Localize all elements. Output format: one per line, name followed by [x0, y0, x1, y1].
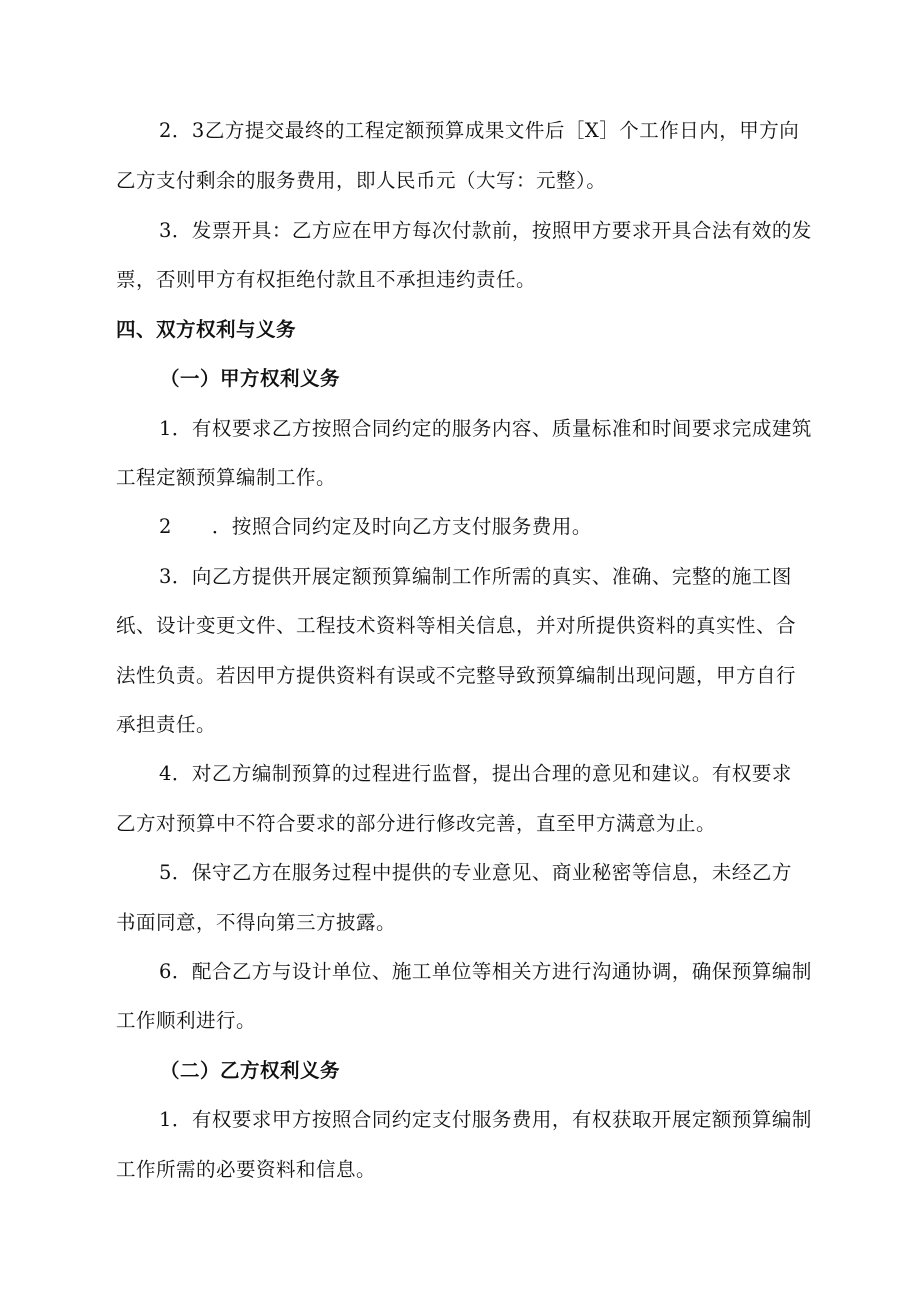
- paragraph-3-line-1: 3．发票开具：乙方应在甲方每次付款前，按照甲方要求开具合法有效的发: [159, 219, 812, 242]
- party-a-item-5-line-1: 5．保守乙方在服务过程中提供的专业意见、商业秘密等信息，未经乙方: [159, 861, 792, 884]
- subsection-heading-party-b: （二）乙方权利义务: [160, 1059, 341, 1082]
- party-a-item-6-line-1: 6．配合乙方与设计单位、施工单位等相关方进行沟通协调，确保预算编制: [159, 960, 812, 983]
- party-a-item-3-line-1: 3．向乙方提供开展定额预算编制工作所需的真实、准确、完整的施工图: [159, 565, 792, 588]
- party-a-item-6-line-2: 工作顺利进行。: [116, 1009, 257, 1032]
- party-a-item-1-line-2: 工程定额预算编制工作。: [116, 466, 337, 489]
- party-a-item-3-line-3: 法性负责。若因甲方提供资料有误或不完整导致预算编制出现问题，甲方自行: [116, 664, 797, 687]
- party-a-item-4-line-1: 4．对乙方编制预算的过程进行监督，提出合理的意见和建议。有权要求: [159, 762, 792, 785]
- party-a-item-3-line-4: 承担责任。: [116, 713, 217, 736]
- party-a-item-2-line-1: 2 ．按照合同约定及时向乙方支付服务费用。: [159, 515, 592, 538]
- party-a-item-1-line-1: 1．有权要求乙方按照合同约定的服务内容、质量标准和时间要求完成建筑: [159, 417, 812, 440]
- party-a-item-5-line-2: 书面同意，不得向第三方披露。: [116, 911, 397, 934]
- party-a-item-3-line-2: 纸、设计变更文件、工程技术资料等相关信息，并对所提供资料的真实性、合: [116, 614, 797, 637]
- paragraph-2-3-line-1: 2．3乙方提交最终的工程定额预算成果文件后［X］个工作日内，甲方向: [159, 119, 800, 142]
- section-heading-4: 四、双方权利与义务: [116, 318, 297, 341]
- subsection-heading-party-a: （一）甲方权利义务: [160, 367, 341, 390]
- party-a-item-4-line-2: 乙方对预算中不符合要求的部分进行修改完善，直至甲方满意为止。: [116, 812, 717, 835]
- paragraph-2-3-line-2: 乙方支付剩余的服务费用，即人民币元（大写：元整）。: [116, 169, 607, 192]
- party-b-item-1-line-2: 工作所需的必要资料和信息。: [116, 1158, 377, 1181]
- party-b-item-1-line-1: 1．有权要求甲方按照合同约定支付服务费用，有权获取开展定额预算编制: [159, 1108, 812, 1131]
- paragraph-3-line-2: 票，否则甲方有权拒绝付款且不承担违约责任。: [116, 268, 537, 291]
